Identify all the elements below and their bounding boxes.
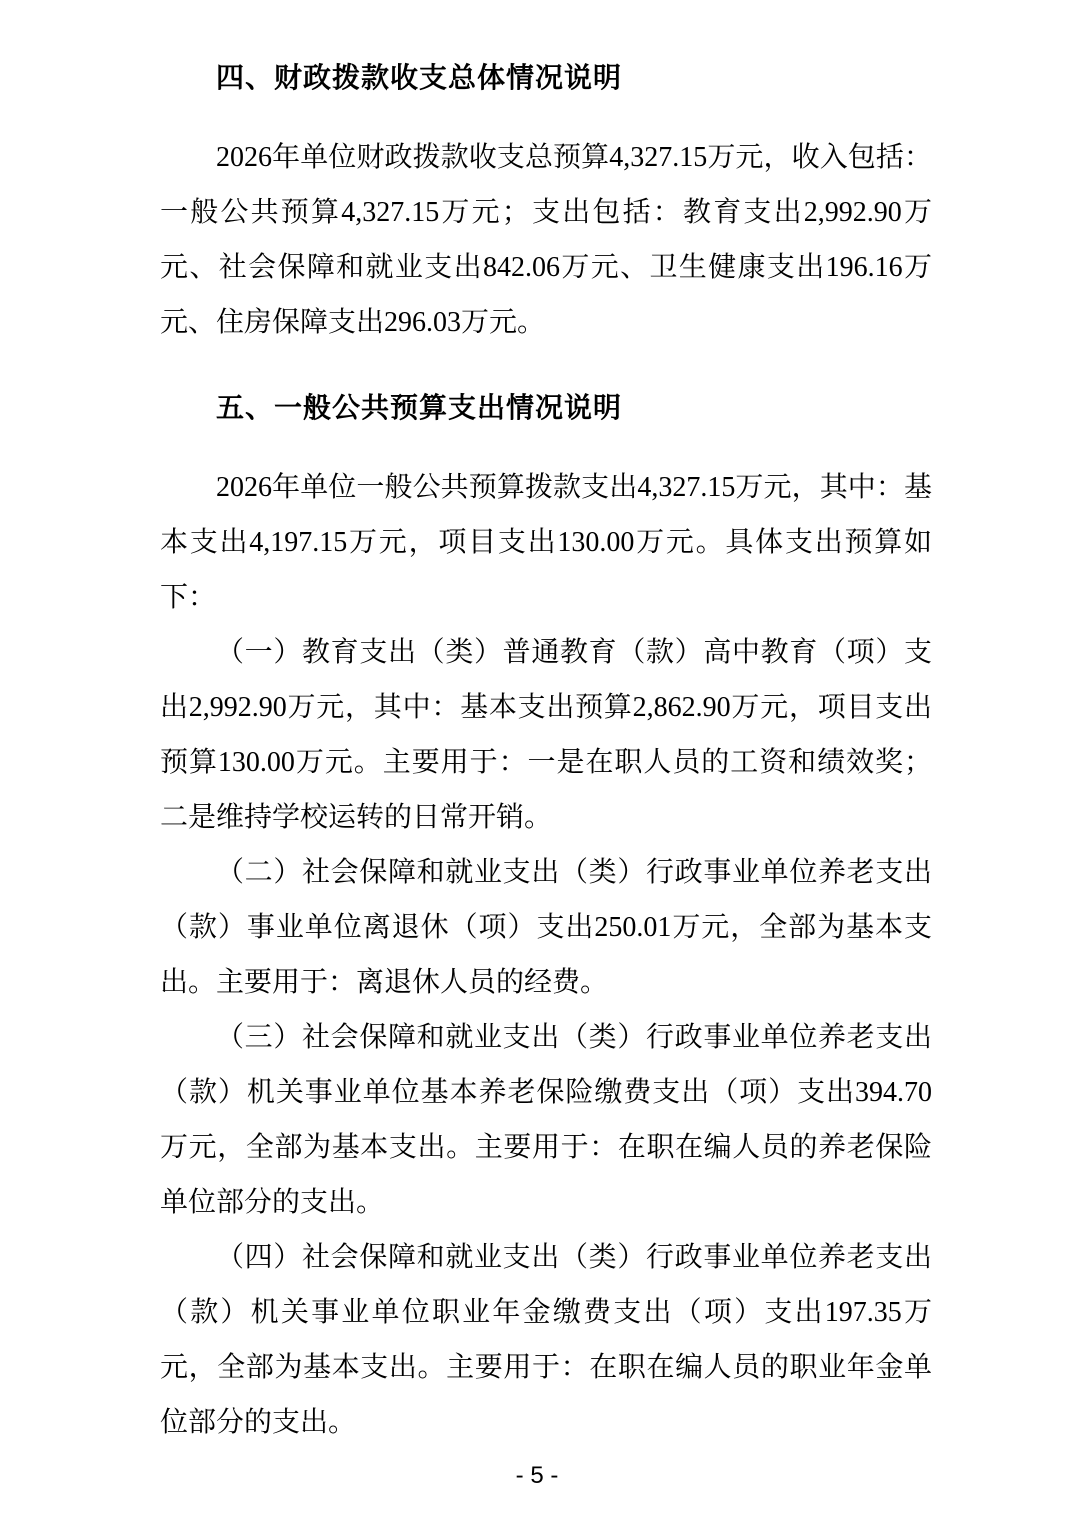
section-5-intro-paragraph: 2026年单位一般公共预算拨款支出4,327.15万元，其中：基本支出4,197.15万元，项目支出130.00万元。具体支出预算如下： bbox=[160, 472, 932, 613]
section-4-summary-paragraph: 2026年单位财政拨款收支总预算4,327.15万元，收入包括：一般公共预算4,327.15万元；支出包括：教育支出2,992.90万元、社会保障和就业支出842.06万元、卫生健康支出196.16万元、住房保障支出296.03万元。 bbox=[160, 142, 932, 338]
expense-item-4-paragraph: （四）社会保障和就业支出（类）行政事业单位养老支出（款）机关事业单位职业年金缴费支出（项）支出197.35万元，全部为基本支出。主要用于：在职在编人员的职业年金单位部分的支出。 bbox=[160, 1242, 932, 1438]
expense-item-1-paragraph: （一）教育支出（类）普通教育（款）高中教育（项）支出2,992.90万元，其中：基本支出预算2,862.90万元，项目支出预算130.00万元。主要用于：一是在职人员的工资和绩效奖；二是维持学校运转的日常开销。 bbox=[160, 637, 932, 833]
document-content bbox=[160, 50, 932, 1450]
page-number: - 5 - bbox=[515, 1462, 559, 1489]
section-4-heading: 四、财政拨款收支总体情况说明 bbox=[216, 62, 623, 93]
expense-item-3-paragraph: （三）社会保障和就业支出（类）行政事业单位养老支出（款）机关事业单位基本养老保险缴费支出（项）支出394.70万元，全部为基本支出。主要用于：在职在编人员的养老保险单位部分的支出。 bbox=[160, 1022, 932, 1218]
expense-item-2-paragraph: （二）社会保障和就业支出（类）行政事业单位养老支出（款）事业单位离退休（项）支出250.01万元，全部为基本支出。主要用于：离退休人员的经费。 bbox=[160, 857, 932, 998]
section-5-heading: 五、一般公共预算支出情况说明 bbox=[216, 392, 623, 423]
